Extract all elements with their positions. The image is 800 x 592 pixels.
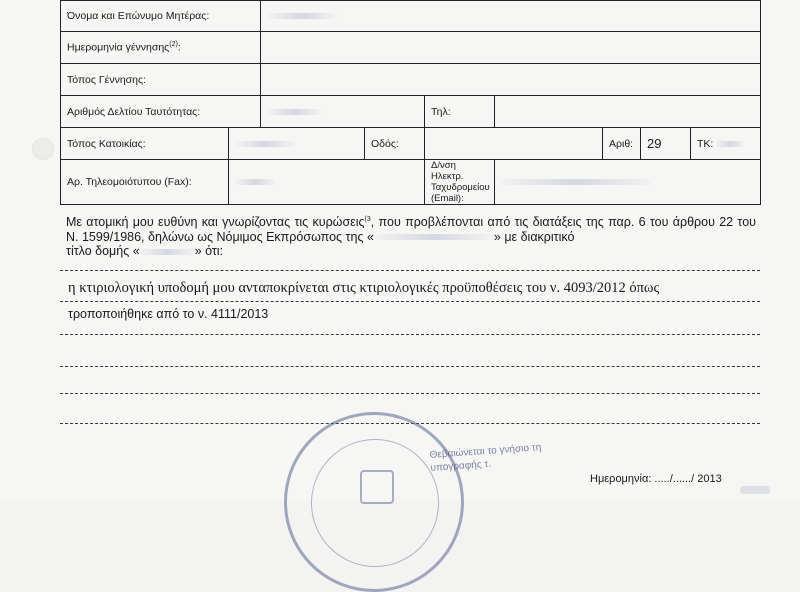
residence-label: Τόπος Κατοικίας: bbox=[61, 128, 229, 160]
birth-place-label: Τόπος Γέννησης: bbox=[61, 64, 261, 96]
certify-line: υπογραφής τ. bbox=[430, 458, 492, 474]
id-number-value[interactable] bbox=[261, 96, 425, 128]
birth-place-value[interactable] bbox=[261, 64, 761, 96]
fax-label: Αρ. Τηλεομοιότυπου (Fax): bbox=[61, 160, 229, 205]
street-label: Οδός: bbox=[365, 128, 425, 160]
street-number-value[interactable]: 29 bbox=[641, 128, 691, 160]
birth-date-label: Ημερομηνία γέννησης$^{(2)}$: bbox=[61, 32, 261, 64]
seal-inner-ring bbox=[311, 439, 439, 567]
mother-name-label: Όνομα και Επώνυμο Μητέρας: bbox=[61, 1, 261, 32]
street-value[interactable] bbox=[425, 128, 603, 160]
street-number-label: Αριθ: bbox=[603, 128, 641, 160]
postal-code-cell bbox=[691, 128, 761, 160]
email-label: Δ/νση Ηλεκτρ. Ταχυδρομείου (Email): bbox=[425, 160, 495, 205]
postal-code-label: ΤΚ: bbox=[697, 137, 714, 150]
handwritten-mark bbox=[740, 486, 770, 494]
dotted-line bbox=[60, 270, 760, 271]
residence-value[interactable] bbox=[229, 128, 365, 160]
dotted-line bbox=[60, 393, 760, 394]
id-number-label: Αριθμός Δελτίου Ταυτότητας: bbox=[61, 96, 261, 128]
date-field[interactable]: Ημερομηνία: ...../....../ 2013 bbox=[590, 473, 722, 485]
phone-value[interactable] bbox=[495, 96, 761, 128]
official-seal-stamp bbox=[284, 412, 464, 592]
mother-name-value[interactable] bbox=[261, 1, 761, 32]
birth-date-value[interactable] bbox=[261, 32, 761, 64]
declaration-typed-text: τροποποιήθηκε από το ν. 4111/2013 bbox=[68, 307, 269, 321]
seal-emblem-icon bbox=[360, 470, 394, 504]
certify-line: Θεβαιώνεται το γνήσιο τη bbox=[429, 442, 542, 461]
phone-label: Τηλ: bbox=[425, 96, 495, 128]
fax-value[interactable] bbox=[229, 160, 425, 205]
dotted-line bbox=[60, 334, 760, 335]
dotted-line bbox=[60, 366, 760, 367]
signature-certification-stamp bbox=[429, 441, 542, 475]
email-value[interactable] bbox=[495, 160, 761, 205]
dotted-line bbox=[60, 301, 760, 302]
declaration-handwritten-text: η κτιριολογική υποδομή μου ανταποκρίνεται στις κτιριολογικές προϋποθέσεις του ν. 4093/2012 όπως bbox=[68, 280, 660, 296]
declaration-paragraph: Με ατομική μου ευθύνη και γνωρίζοντας τις κυρώσεις$^{(3}$, που προβλέπονται από τις διατάξεις της παρ. 6 του άρθρου 22 του Ν. 1599/1986, δηλώνω ως Νόμιμος Εκπρόσωπος της « » με διακριτικό τίτλο δομής « » ότι: bbox=[66, 215, 756, 259]
punch-hole-mark bbox=[32, 138, 54, 160]
personal-details-form bbox=[60, 0, 761, 205]
